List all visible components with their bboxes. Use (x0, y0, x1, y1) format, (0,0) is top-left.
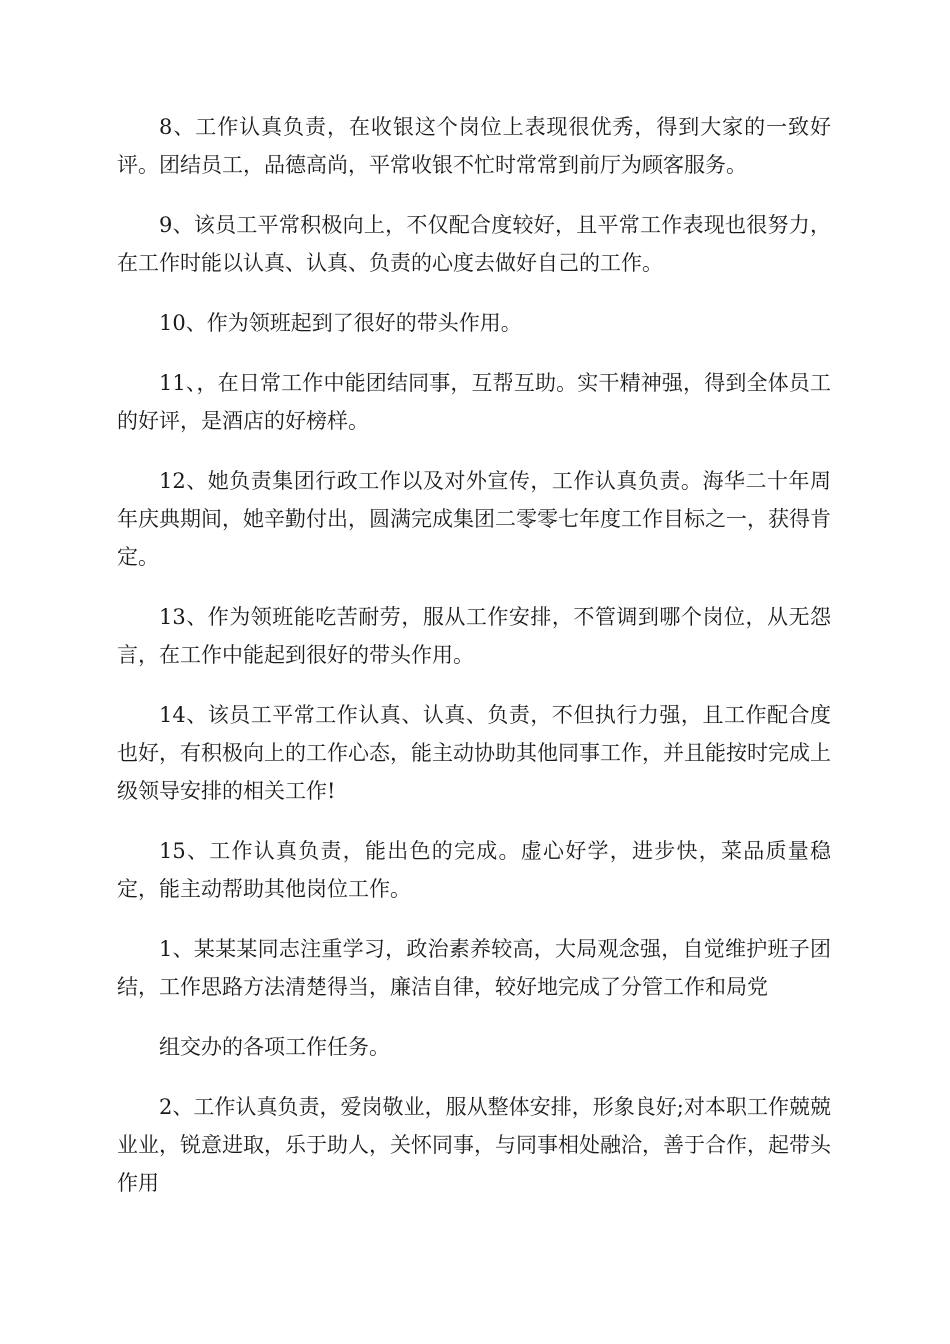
paragraph-14: 14、该员工平常工作认真、认真、负责，不但执行力强，且工作配合度也好，有积极向上的工作心态，能主动协助其他同事工作，并且能按时完成上级领导安排的相关工作! (117, 703, 831, 803)
paragraph-11: 11、，在日常工作中能团结同事，互帮互助。实干精神强，得到全体员工的好评，是酒店的好榜样。 (117, 371, 831, 433)
document-page (117, 108, 831, 1224)
paragraph-8: 8、工作认真负责，在收银这个岗位上表现很优秀，得到大家的一致好评。团结员工，品德高尚，平常收银不忙时常常到前厅为顾客服务。 (117, 115, 831, 177)
paragraph-10: 10、作为领班起到了很好的带头作用。 (159, 311, 522, 335)
paragraph-1-continued: 组交办的各项工作任务。 (159, 1035, 390, 1059)
paragraph-15: 15、工作认真负责，能出色的完成。虚心好学，进步快，菜品质量稳定，能主动帮助其他岗位工作。 (117, 839, 831, 901)
paragraph-12: 12、她负责集团行政工作以及对外宣传，工作认真负责。海华二十年周年庆典期间，她辛勤付出，圆满完成集团二零零七年度工作目标之一，获得肯定。 (117, 469, 831, 569)
paragraph-9: 9、该员工平常积极向上，不仅配合度较好，且平常工作表现也很努力，在工作时能以认真、认真、负责的心度去做好自己的工作。 (117, 213, 831, 275)
paragraph-13: 13、作为领班能吃苦耐劳，服从工作安排，不管调到哪个岗位，从无怨言，在工作中能起到很好的带头作用。 (117, 605, 831, 667)
paragraph-2: 2、工作认真负责，爱岗敬业，服从整体安排，形象良好;对本职工作兢兢业业，锐意进取，乐于助人，关怀同事，与同事相处融洽，善于合作，起带头作用 (117, 1095, 831, 1195)
paragraph-1: 1、某某某同志注重学习，政治素养较高，大局观念强，自觉维护班子团结，工作思路方法清楚得当，廉洁自律，较好地完成了分管工作和局党 (117, 937, 831, 999)
